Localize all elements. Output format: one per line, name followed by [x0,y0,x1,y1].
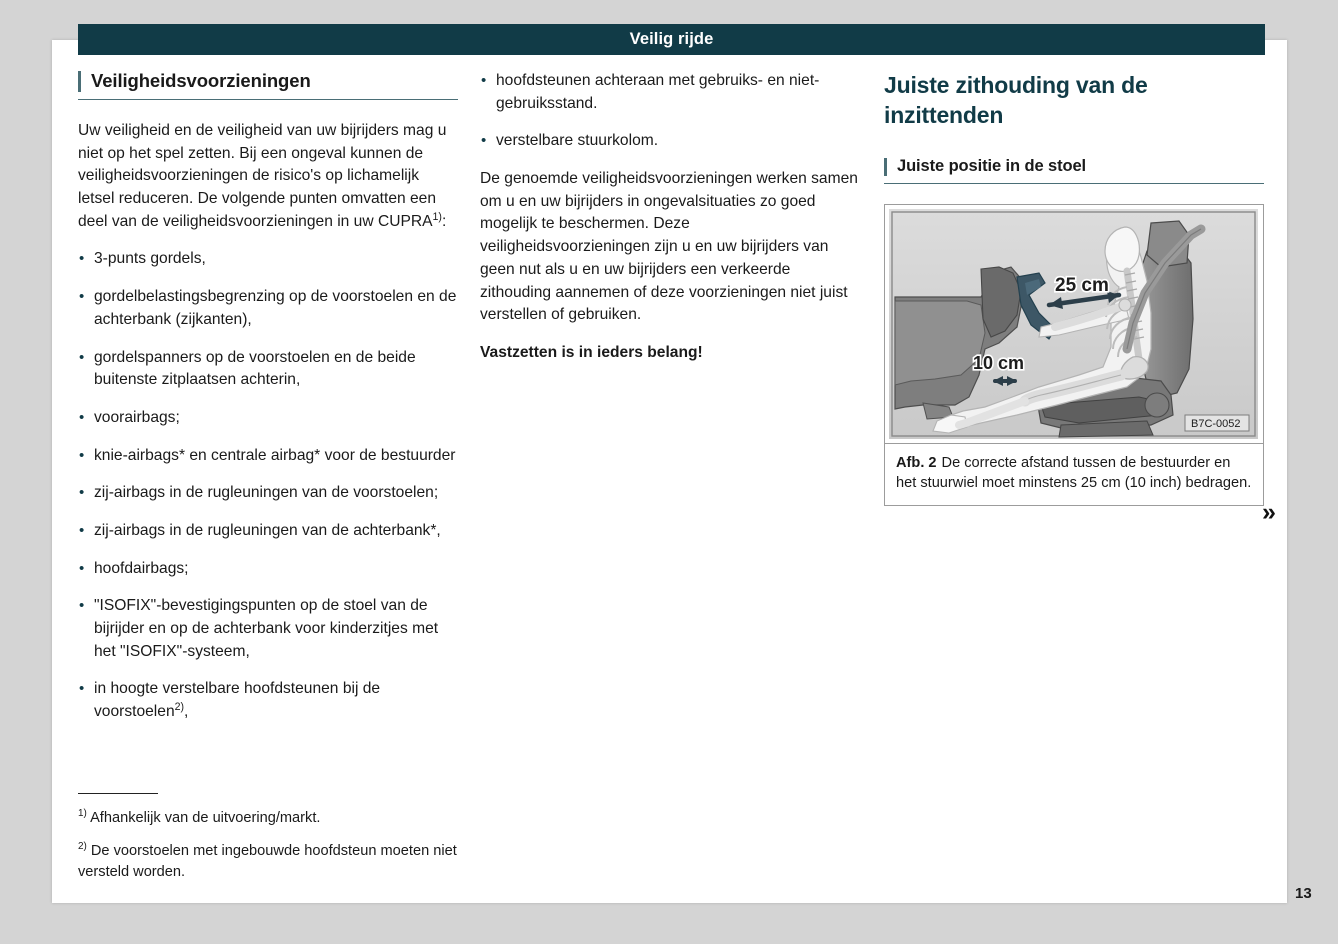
list-item-tail: , [184,703,189,721]
list-item-text: zij-airbags in de rugleuningen van de voorstoelen; [94,484,439,502]
body-paragraph: De genoemde veiligheidsvoorzieningen werken samen om u en uw bijrijders in ongevalsituaties zo goed mogelijk te beschermen. Deze veiligheidsvoorzieningen zijn u en uw bijrijders van geen nut als u en uw bijrijders een verkeerde zithouding aannemen of deze voorzieningen niet juist verstellen of gebruiken. [480,170,858,324]
footnote-separator-rule [78,793,158,794]
figure-code-plate [1185,415,1249,431]
footnote-item [78,808,478,829]
list-item [480,70,860,115]
intro-paragraph [78,120,458,233]
seating-position-illustration [889,209,1258,439]
list-item-text: in hoogte verstelbare hoofdsteunen bij de voorstoelen [94,680,381,721]
list-item-text: verstelbare stuurkolom. [496,132,659,150]
bold-note: Vastzetten is in ieders belang! [480,343,703,361]
footnote-ref-1: 1) [432,210,442,223]
section-heading-seat-position [884,157,1264,184]
figure-image-wrap [885,205,1263,443]
figure-block [884,204,1264,506]
section-heading-label: Juiste positie in de stoel [897,156,1087,175]
list-item [78,595,458,663]
list-item [78,558,458,581]
annotation-25cm-label: 25 cm [1055,274,1109,296]
footnote-marker: 1) [78,808,87,820]
list-item [78,248,458,271]
list-item [78,407,458,430]
list-item-text: "ISOFIX"-bevestigingspunten op de stoel van de bijrijder en op de achterbank voor kinderzitjes met het "ISOFIX"-systeem, [94,597,439,660]
section-heading-label: Veiligheidsvoorzieningen [91,70,311,91]
footnote-ref-2: 2) [174,700,185,713]
intro-paragraph-text: Uw veiligheid en de veiligheid van uw bijrijders mag u niet op het spel zetten. Bij een ongeval kunnen de veiligheidsvoorzieningen de risico's op lichamelijk letsel reduceren. De volgende punten omvatten een deel van de veiligheidsvoorzieningen in uw CUPRA [78,122,447,230]
section-heading-safety-features [78,70,458,100]
safety-features-list [78,248,458,723]
column-left [78,70,458,739]
list-item [78,445,458,468]
list-item [78,347,458,392]
list-item-text: gordelspanners op de voorstoelen en de beide buitenste zitplaatsen achterin, [94,348,416,389]
footnote-marker: 2) [78,840,87,852]
figure-caption [885,443,1263,505]
list-item-text: knie-airbags* en centrale airbag* voor de bestuurder [94,446,456,464]
list-item-text: voorairbags; [94,408,180,426]
page-title: Juiste zithouding van de inzittenden [884,72,1148,129]
page-number: 13 [1295,885,1312,902]
continuation-marker-icon: » [1262,498,1276,526]
footnote-item [78,841,478,883]
figure-label: Afb. 2 [896,454,937,471]
figure-code-text: B7C-0052 [1191,417,1241,430]
intro-paragraph-colon: : [441,212,447,230]
list-item-text: gordelbelastingsbegrenzing op de voorstoelen en de achterbank (zijkanten), [94,288,457,328]
list-item [480,130,860,153]
running-header-title: Veilig rijde [629,30,714,48]
list-item-text: hoofdsteunen achteraan met gebruiks- en niet-gebruiksstand. [496,72,820,112]
list-item [78,678,458,723]
figure-caption-text: De correcte afstand tussen de bestuurder en het stuurwiel moet minstens 25 cm (10 inch) bedragen. [896,454,1252,492]
column-middle [480,70,860,365]
safety-features-list-continued [480,70,860,153]
list-item-text: hoofdairbags; [94,559,189,577]
list-item [78,482,458,505]
list-item [78,520,458,543]
footnote-text: Afhankelijk van de uitvoering/markt. [90,810,321,827]
running-header-bar [78,24,1265,55]
annotation-10cm-label: 10 cm [973,352,1025,373]
list-item-text: 3-punts gordels, [94,250,206,268]
list-item [78,286,458,331]
list-item-text: zij-airbags in de rugleuningen van de achterbank*, [94,521,441,539]
footnote-text: De voorstoelen met ingebouwde hoofdsteun moeten niet versteld worden. [78,842,457,880]
footnotes-block [78,793,478,894]
column-right [884,70,1264,506]
